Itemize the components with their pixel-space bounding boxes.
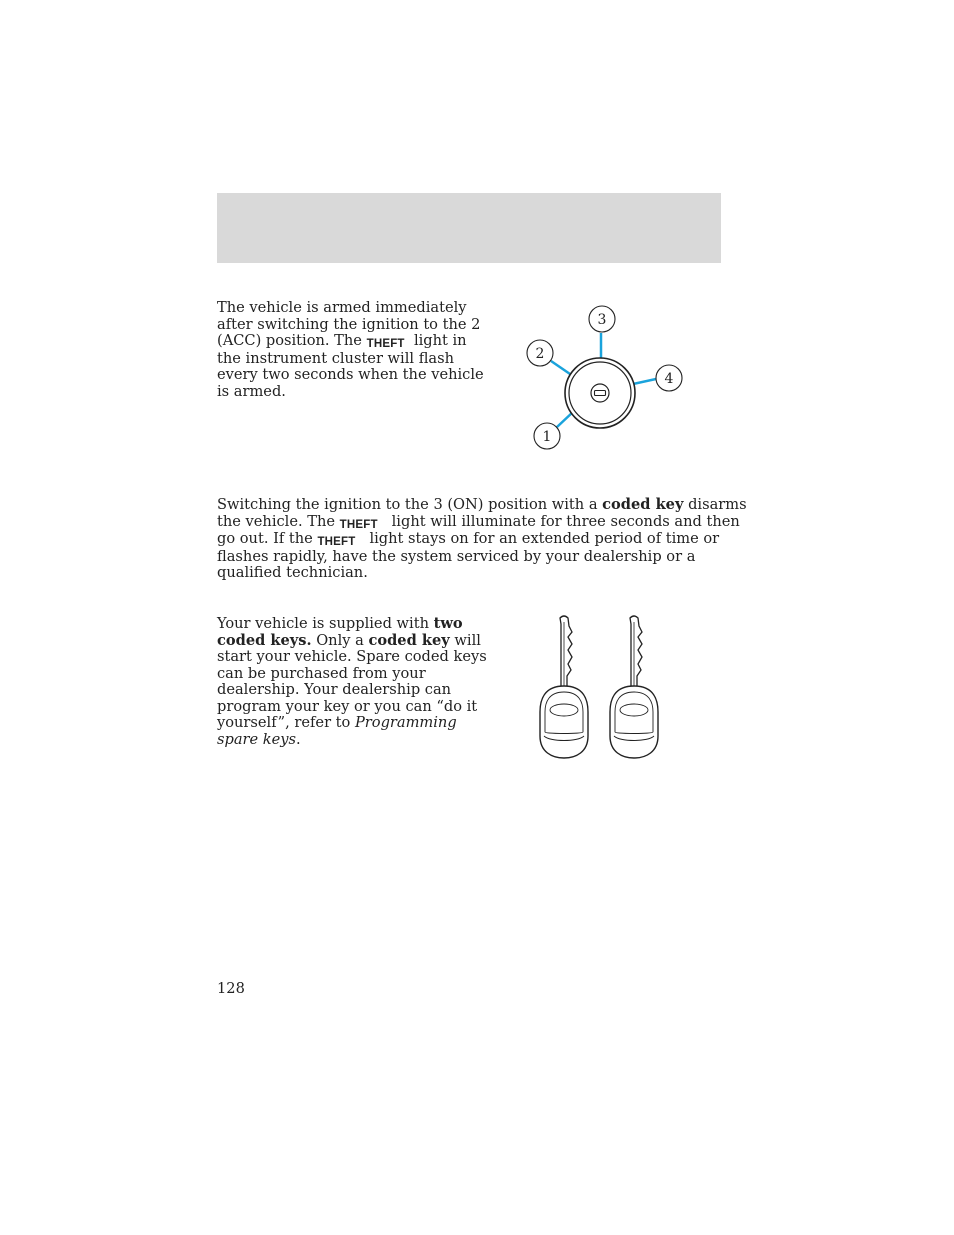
spare-keys-ref: spare keys <box>217 730 296 748</box>
disarm-line-2-end: light will illuminate for three seconds and then <box>391 512 740 530</box>
keys-line-2 <box>217 631 481 650</box>
spoke-2 <box>551 361 570 374</box>
coded-keys-illustration <box>530 612 670 762</box>
armed-line-3-text: (ACC) position. The <box>217 332 362 349</box>
disarm-line-5: qualified technician. <box>217 564 368 581</box>
disarm-line-1 <box>217 496 747 514</box>
two-term: two <box>433 615 463 632</box>
page-number: 128 <box>217 980 245 997</box>
disarm-description <box>217 496 747 582</box>
keys-line-2-end: will <box>454 631 481 649</box>
key-slot-icon <box>595 391 606 396</box>
keys-line-8-end: . <box>296 730 301 748</box>
armed-line-1: The vehicle is armed immediately <box>217 299 467 316</box>
position-3-label: 3 <box>597 312 607 328</box>
section-header-band <box>217 193 721 263</box>
disarm-line-3 <box>217 531 721 549</box>
keys-line-2-text: Only a <box>316 631 364 649</box>
armed-description <box>217 299 484 400</box>
keys-line-5: dealership. Your dealership can <box>217 681 452 698</box>
disarm-line-1-text: Switching the ignition to the 3 (ON) position with a <box>217 496 598 513</box>
disarm-line-3-end: light stays on for an extended period of time or <box>369 530 720 547</box>
keys-line-1 <box>217 616 477 633</box>
armed-line-5: every two seconds when the vehicle <box>217 366 484 383</box>
theft-indicator-label: THEFT <box>339 518 378 531</box>
armed-line-3-end: light in <box>413 332 467 349</box>
armed-line-4: the instrument cluster will flash <box>217 349 455 367</box>
key-icon <box>610 616 658 758</box>
armed-line-2: after switching the ignition to the 2 <box>217 315 481 333</box>
keys-line-7-text: yourself”, refer to <box>217 714 351 731</box>
coded-key-term: coded key <box>602 496 684 513</box>
programming-ref: Programming <box>354 714 457 731</box>
position-2-label: 2 <box>535 346 545 362</box>
position-4-label: 4 <box>664 371 674 387</box>
keys-line-4: can be purchased from your <box>217 664 426 682</box>
coded-keys-term: coded keys. <box>217 631 312 649</box>
disarm-line-4: flashes rapidly, have the system serviced by your dealership or a <box>217 547 696 565</box>
keys-line-1-text: Your vehicle is supplied with <box>217 615 429 632</box>
keys-line-8 <box>217 732 477 749</box>
coded-keys-description <box>217 615 487 748</box>
spoke-4 <box>633 379 656 384</box>
position-1-label: 1 <box>542 429 552 445</box>
disarm-line-1-end: disarms <box>688 496 747 513</box>
armed-line-6: is armed. <box>217 382 286 400</box>
keys-line-3: start your vehicle. Spare coded keys <box>217 648 487 665</box>
theft-indicator-label: THEFT <box>317 536 356 548</box>
ignition-position-diagram <box>520 300 700 460</box>
theft-indicator-label: THEFT <box>366 338 405 350</box>
disarm-line-2-text: the vehicle. The <box>217 512 336 530</box>
armed-line-3 <box>217 333 477 351</box>
keys-line-7 <box>217 715 477 732</box>
disarm-line-2 <box>217 512 740 532</box>
disarm-line-3-text: go out. If the <box>217 530 313 547</box>
key-icon <box>540 616 588 758</box>
keys-line-6: program your key or you can “do it <box>217 697 478 715</box>
coded-key-term: coded key <box>368 631 450 649</box>
